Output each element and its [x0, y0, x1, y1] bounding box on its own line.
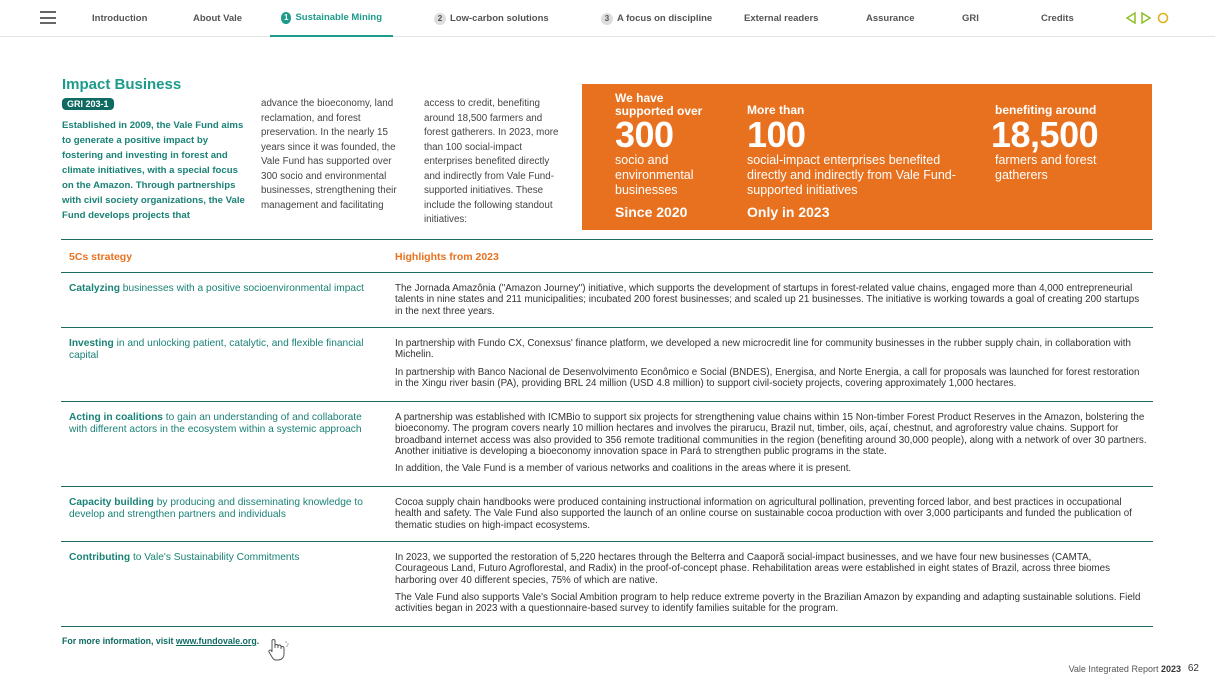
nav-item-low-carbon[interactable] [434, 0, 549, 37]
strategy-cell [69, 412, 379, 436]
nav-item-about-vale[interactable] [193, 0, 242, 37]
pointer-hand-icon [266, 637, 292, 663]
highlight-cell [395, 328, 1147, 401]
highlight-cell [395, 542, 1147, 626]
nav-item-assurance[interactable] [866, 0, 915, 37]
strategy-text: to gain an understanding of and collaborate with different actors in the ecosystem within a systemic approach [69, 412, 362, 435]
page-number: 62 [1187, 663, 1199, 674]
stat-description: socio and environmental businesses [615, 153, 694, 197]
nav-label: Introduction [92, 13, 148, 24]
nav-label: Assurance [866, 13, 915, 24]
highlight-paragraph: The Vale Fund also supports Vale's Social Ambition program to help reduce extreme poverty in the Brazilian Amazon by expanding and adapting sustainable solutions. Field activities began in 2023 with a questionnaire-based survey to identify families suitable for the program. [395, 591, 1141, 615]
menu-icon[interactable] [40, 11, 56, 24]
stats-panel [582, 84, 1152, 230]
stat-enterprises [747, 104, 972, 220]
stat-footnote: Only in 2023 [747, 203, 830, 220]
nav-item-sustainable-mining[interactable] [270, 0, 393, 37]
more-info-text [62, 636, 259, 646]
stat-label: More than [747, 103, 805, 117]
nav-label: Low-carbon solutions [450, 13, 549, 24]
nav-label: GRI [962, 13, 979, 24]
strategy-text: in and unlocking patient, catalytic, and flexible financial capital [69, 338, 364, 361]
stat-description: social-impact enterprises benefited directly and indirectly from Vale Fund-supported initiatives [747, 152, 956, 197]
stat-farmers [991, 104, 1141, 183]
more-info-prefix: For more information, visit [62, 636, 176, 646]
highlight-paragraph: The Jornada Amazônia ("Amazon Journey") initiative, which supports the development of startups in forest-related value chains, engaged more than 4,000 entrepreneurial talents in nine states and 211 municipalities; incubated 200 forest businesses; and scaled up 21 businesses. The initiative is working towards a goal of creating 200 startups in the next three years. [395, 283, 1140, 317]
strategy-text: businesses with a positive socioenvironmental impact [119, 283, 365, 294]
nav-item-external-readers[interactable] [744, 0, 818, 37]
section-title: Impact Business [62, 76, 182, 93]
intro-lead-paragraph: Established in 2009, the Vale Fund aims to generate a positive impact by fostering and investing in forest and climate initiatives, with a special focus on the Amazon. Through partnerships with civil society organizations, the Vale Fund develops projects that [62, 120, 245, 221]
highlight-cell [395, 487, 1147, 543]
table-row [61, 328, 1153, 402]
nav-number: 3 [601, 13, 613, 25]
strategy-cell [69, 338, 379, 362]
nav-label: External readers [744, 13, 819, 24]
highlight-paragraph: In partnership with Fundo CX, Conexsus' finance platform, we developed a new microcredit line for community businesses in the rubber supply chain, in collaboration with Michelin. [395, 338, 1131, 361]
stat-value: 300 [615, 114, 674, 155]
strategy-keyword: Acting in coalitions [69, 412, 163, 423]
top-nav [0, 0, 1215, 37]
nav-label: A focus on discipline [617, 13, 713, 24]
highlight-paragraph: In 2023, we supported the restoration of 5,220 hectares through the Belterra and Caaporã social-impact businesses, and we have four new businesses (CAMTA, Courageous Land, Futuro Agroflorestal, and Radix) in the proof-of-concept phase. Rehabilitation areas were established in eight states of Brazil, across three biomes harboring over 40 different species, 75% of which are native. [395, 552, 1111, 586]
highlight-cell [395, 402, 1147, 486]
report-footer [1069, 664, 1181, 674]
strategy-cell [69, 283, 379, 295]
table-row [61, 542, 1153, 627]
nav-label: Credits [1041, 13, 1074, 24]
nav-item-introduction[interactable] [92, 0, 147, 37]
highlight-cell [395, 273, 1147, 329]
stat-value: 18,500 [991, 113, 1099, 155]
strategy-cell [69, 497, 379, 521]
next-page-icon[interactable] [1139, 11, 1153, 25]
nav-number: 1 [281, 12, 291, 24]
gri-badge: GRI 203-1 [62, 98, 114, 110]
strategy-keyword: Contributing [69, 552, 131, 563]
highlight-paragraph: In partnership with Banco Nacional de Desenvolvimento Econômico e Social (BNDES), Energisa, and Norte Energia, a call for proposals was launched for forest restoration in the Xingu river basin (PA), providing BRL 24 million (USD 4.8 million) to support civil-society projects, covering approximately 1,000 hectares. [395, 366, 1140, 389]
strategy-table [61, 239, 1153, 627]
intro-paragraph-3: access to credit, benefiting around 18,500 farmers and forest gatherers. In 2023, more than 100 social-impact enterprises benefited directly and indirectly from Vale Fund-supported initiatives. These include the following standout initiatives: [424, 98, 559, 225]
report-name: Vale Integrated Report [1068, 664, 1159, 674]
table-row [61, 487, 1153, 542]
table-row [61, 273, 1153, 328]
stat-label: benefiting around [995, 103, 1097, 117]
strategy-text: to Vale's Sustainability Commitments [130, 552, 300, 563]
strategy-cell [69, 552, 379, 564]
header-strategy: 5Cs strategy [69, 251, 133, 263]
nav-label: Sustainable Mining [295, 12, 382, 23]
strategy-text: by producing and disseminating knowledge to develop and strengthen partners and individuals [69, 497, 363, 520]
strategy-keyword: Catalyzing [69, 283, 120, 294]
intro-paragraph-2: advance the bioeconomy, land reclamation, and forest preservation. In the nearly 15 years since it was founded, the Vale Fund has supported over 300 socio and environmental businesses, strengthening their management and facilitating [261, 98, 397, 211]
highlight-paragraph: Cocoa supply chain handbooks were produced containing instructional information on agricultural pollination, preventing forced labor, and best practices in occupational health and safety. The Vale Fund also supported the launch of an online course on sustainable cocoa production with over 3,000 participants and funded the publication of thematic studies on high-impact ecosystems. [395, 497, 1132, 531]
highlight-paragraph: A partnership was established with ICMBio to support six projects for strengthening value chains within 15 Non-timber Forest Product Reserves in the Amazon, bolstering the bioeconomy. The program covers nearly 10 million hectares and involves the pirarucu, Brazil nut, timber, oils, açaí, chestnut, and agroforestry value chains. Support for broadband internet access was also provided to 356 remote traditional communities in the region (benefiting around 30,000 people), along with a network of over 30 partners. Another initiative is developing a bioeconomy innovation space in Pará to strengthen public programs in the state. [395, 412, 1147, 457]
more-info-suffix: . [256, 636, 260, 646]
fundovale-link[interactable]: www.fundovale.org [175, 636, 257, 646]
stat-description: farmers and forest gatherers [995, 152, 1097, 182]
home-icon[interactable] [1156, 11, 1170, 25]
nav-number: 2 [434, 13, 446, 25]
header-highlights: Highlights from 2023 [395, 251, 499, 263]
stat-label: We have supported over [615, 91, 703, 118]
previous-page-icon[interactable] [1124, 11, 1138, 25]
nav-item-discipline[interactable] [601, 0, 712, 37]
nav-label: About Vale [193, 13, 243, 24]
table-row [61, 402, 1153, 487]
nav-item-credits[interactable] [1041, 0, 1074, 37]
stat-footnote: Since 2020 [615, 204, 688, 220]
highlight-paragraph: In addition, the Vale Fund is a member of various networks and coalitions in the areas where it is present. [395, 463, 852, 475]
strategy-keyword: Capacity building [69, 497, 154, 508]
nav-item-gri[interactable] [962, 0, 979, 37]
report-year: 2023 [1160, 664, 1181, 674]
strategy-keyword: Investing [69, 338, 114, 349]
stat-businesses [615, 92, 725, 220]
stat-value: 100 [747, 113, 806, 155]
table-header [61, 239, 1153, 273]
